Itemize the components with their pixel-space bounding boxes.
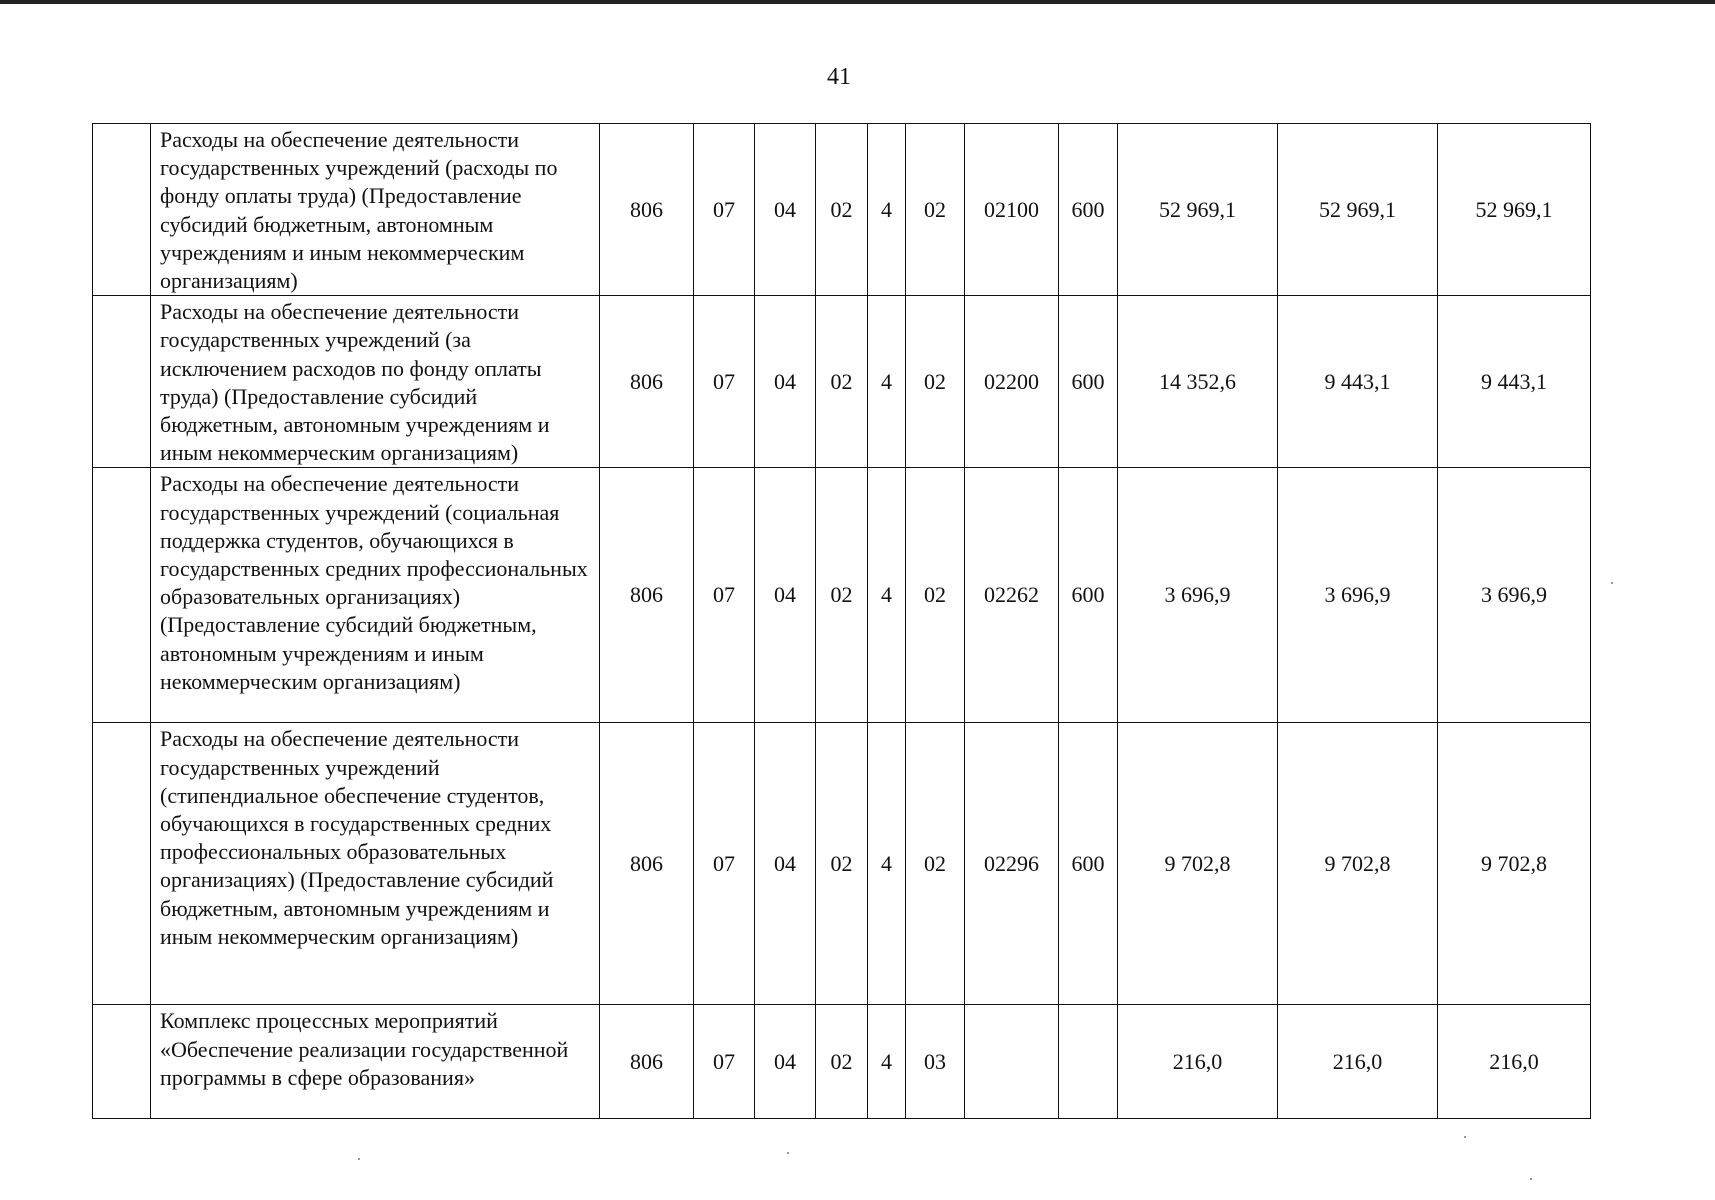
code-cell: 02	[816, 468, 868, 723]
table-row	[93, 296, 1591, 468]
code-cell: 04	[755, 1005, 816, 1119]
table-row	[93, 468, 1591, 723]
code-cell: 600	[1059, 468, 1118, 723]
code-cell: 600	[1059, 296, 1118, 468]
row-number-cell	[93, 296, 151, 468]
amount-cell: 52 969,1	[1278, 124, 1438, 296]
budget-table	[92, 123, 1591, 1119]
code-cell	[1059, 1005, 1118, 1119]
code-cell: 07	[694, 723, 755, 1005]
code-cell: 02100	[965, 124, 1059, 296]
amount-cell: 9 443,1	[1278, 296, 1438, 468]
page-number: 41	[827, 64, 851, 90]
code-cell: 02296	[965, 723, 1059, 1005]
row-description: Расходы на обеспечение деятельности государственных учреждений (стипендиальное обеспечение студентов, обучающихся в государственных средних профессиональных образовательных организациях) (Предоставление субсидий бюджетным, автономным учреждениям и иным некоммерческим организациям)	[151, 723, 600, 1005]
code-cell: 02	[906, 723, 965, 1005]
code-cell: 4	[868, 468, 906, 723]
row-description: Комплекс процессных мероприятий «Обеспечение реализации государственной программы в сфере образования»	[151, 1005, 600, 1119]
amount-cell: 52 969,1	[1118, 124, 1278, 296]
top-border-line	[0, 0, 1715, 4]
code-cell: 02	[816, 1005, 868, 1119]
row-number-cell	[93, 723, 151, 1005]
code-cell: 02262	[965, 468, 1059, 723]
code-cell: 02	[816, 723, 868, 1005]
code-cell: 4	[868, 1005, 906, 1119]
code-cell: 806	[600, 124, 694, 296]
code-cell: 07	[694, 468, 755, 723]
amount-cell: 216,0	[1438, 1005, 1591, 1119]
amount-cell: 216,0	[1278, 1005, 1438, 1119]
code-cell: 03	[906, 1005, 965, 1119]
amount-cell: 3 696,9	[1438, 468, 1591, 723]
table-row	[93, 124, 1591, 296]
scan-speck	[787, 1152, 789, 1154]
amount-cell: 3 696,9	[1278, 468, 1438, 723]
table-row	[93, 723, 1591, 1005]
code-cell: 02	[816, 124, 868, 296]
code-cell: 02	[906, 124, 965, 296]
code-cell: 02	[906, 468, 965, 723]
amount-cell: 9 702,8	[1438, 723, 1591, 1005]
amount-cell: 9 443,1	[1438, 296, 1591, 468]
scan-speck	[358, 1158, 360, 1160]
code-cell: 4	[868, 296, 906, 468]
amount-cell: 52 969,1	[1438, 124, 1591, 296]
code-cell: 02200	[965, 296, 1059, 468]
amount-cell: 9 702,8	[1118, 723, 1278, 1005]
code-cell: 02	[816, 296, 868, 468]
code-cell: 806	[600, 1005, 694, 1119]
code-cell: 806	[600, 723, 694, 1005]
row-description: Расходы на обеспечение деятельности государственных учреждений (за исключением расходов по фонду оплаты труда) (Предоставление субсидий бюджетным, автономным учреждениям и иным некоммерческим организациям)	[151, 296, 600, 468]
scan-speck	[1611, 582, 1613, 584]
row-number-cell	[93, 468, 151, 723]
scan-speck	[1530, 1178, 1532, 1180]
code-cell: 07	[694, 296, 755, 468]
code-cell: 04	[755, 468, 816, 723]
table-row	[93, 1005, 1591, 1119]
code-cell: 07	[694, 124, 755, 296]
code-cell: 600	[1059, 124, 1118, 296]
code-cell: 4	[868, 723, 906, 1005]
row-number-cell	[93, 124, 151, 296]
code-cell: 04	[755, 124, 816, 296]
scan-speck	[1464, 1136, 1466, 1138]
code-cell: 04	[755, 723, 816, 1005]
code-cell: 806	[600, 296, 694, 468]
code-cell	[965, 1005, 1059, 1119]
amount-cell: 14 352,6	[1118, 296, 1278, 468]
row-description: Расходы на обеспечение деятельности государственных учреждений (социальная поддержка студентов, обучающихся в государственных средних профессиональных образовательных организациях) (Предоставление субсидий бюджетным, автономным учреждениям и иным некоммерческим организациям)	[151, 468, 600, 723]
code-cell: 806	[600, 468, 694, 723]
row-number-cell	[93, 1005, 151, 1119]
amount-cell: 3 696,9	[1118, 468, 1278, 723]
code-cell: 4	[868, 124, 906, 296]
amount-cell: 9 702,8	[1278, 723, 1438, 1005]
code-cell: 07	[694, 1005, 755, 1119]
code-cell: 02	[906, 296, 965, 468]
row-description: Расходы на обеспечение деятельности государственных учреждений (расходы по фонду оплаты труда) (Предоставление субсидий бюджетным, автономным учреждениям и иным некоммерческим организациям)	[151, 124, 600, 296]
amount-cell: 216,0	[1118, 1005, 1278, 1119]
code-cell: 04	[755, 296, 816, 468]
code-cell: 600	[1059, 723, 1118, 1005]
